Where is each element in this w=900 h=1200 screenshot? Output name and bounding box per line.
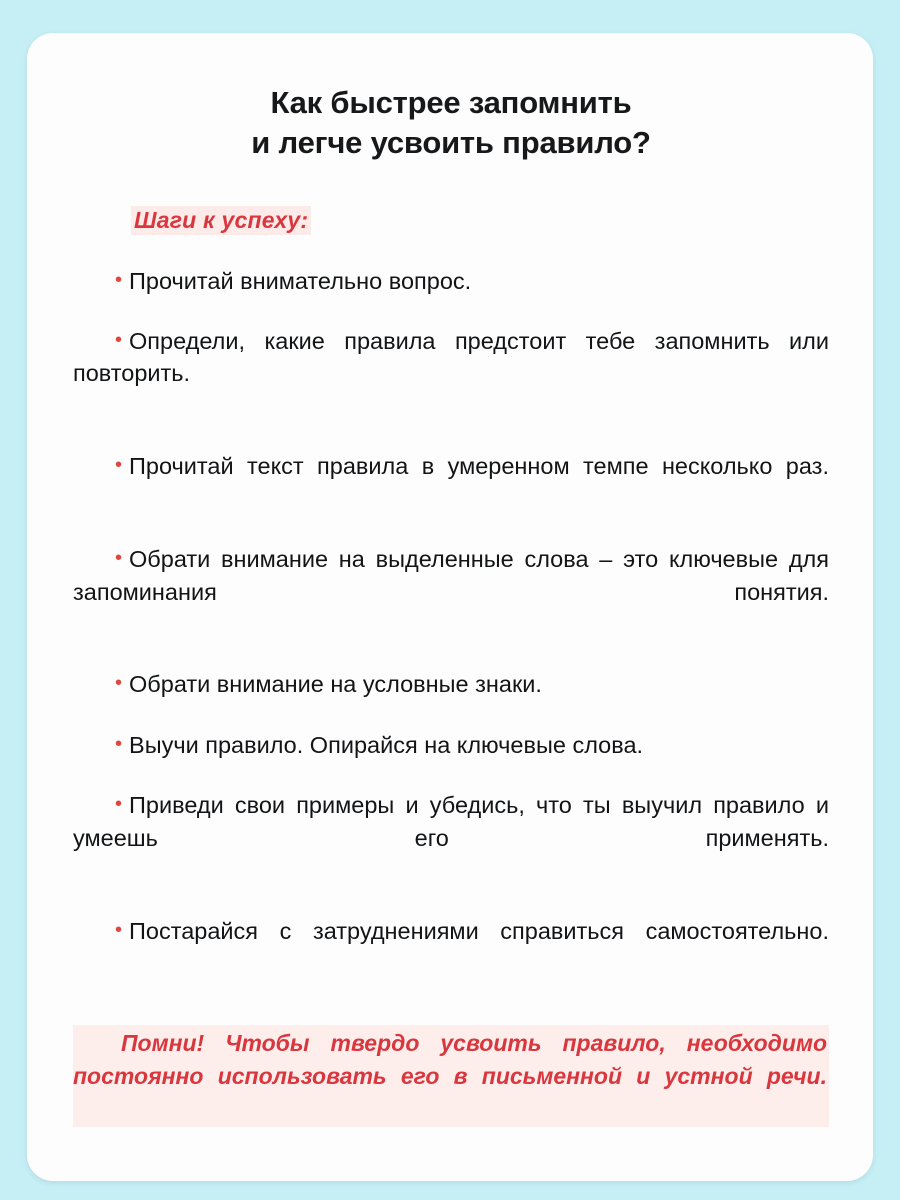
list-item-text: Обрати внимание на условные знаки. (129, 671, 542, 698)
list-item (73, 265, 829, 297)
list-item-text: Обрати внимание на выделенные слова – это ключевые для запоминания понятия. (73, 546, 829, 605)
list-item (73, 325, 829, 422)
list-item-text: Прочитай текст правила в умеренном темпе несколько раз. (129, 453, 829, 480)
bullet-icon: • (115, 732, 123, 755)
list-item-text: Определи, какие правила предстоит тебе запомнить или повторить. (73, 328, 829, 387)
bullet-icon: • (115, 918, 123, 941)
bullet-icon: • (115, 454, 123, 477)
memo-card (27, 33, 873, 1181)
section-subheading: Шаги к успеху: (131, 206, 311, 235)
list-item (73, 915, 829, 980)
card-content (27, 33, 873, 1127)
list-item (73, 668, 829, 700)
bullet-icon: • (115, 268, 123, 291)
list-item-text: Постарайся с затруднениями справиться самостоятельно. (129, 917, 829, 944)
bullet-icon: • (115, 547, 123, 570)
list-item (73, 543, 829, 640)
list-item (73, 450, 829, 515)
list-item-text: Выучи правило. Опирайся на ключевые слова. (129, 731, 644, 758)
page-title (73, 83, 829, 164)
remember-text: Чтобы твердо усвоить правило, необходимо постоянно использовать его в письменной и устной речи. (73, 1030, 828, 1089)
steps-list (73, 265, 829, 980)
remember-note (73, 1025, 829, 1127)
remember-label: Помни! (121, 1030, 205, 1057)
page-title-line-1: Как быстрее запомнить (270, 85, 632, 120)
bullet-icon: • (115, 793, 123, 816)
list-item-text: Прочитай внимательно вопрос. (129, 267, 472, 294)
list-item (73, 729, 829, 761)
list-item (73, 789, 829, 886)
bullet-icon: • (115, 329, 123, 352)
bullet-icon: • (115, 672, 123, 695)
list-item-text: Приведи свои примеры и убедись, что ты выучил правило и умеешь его применять. (73, 792, 829, 851)
page-title-line-2: и легче усвоить правило? (251, 125, 651, 161)
